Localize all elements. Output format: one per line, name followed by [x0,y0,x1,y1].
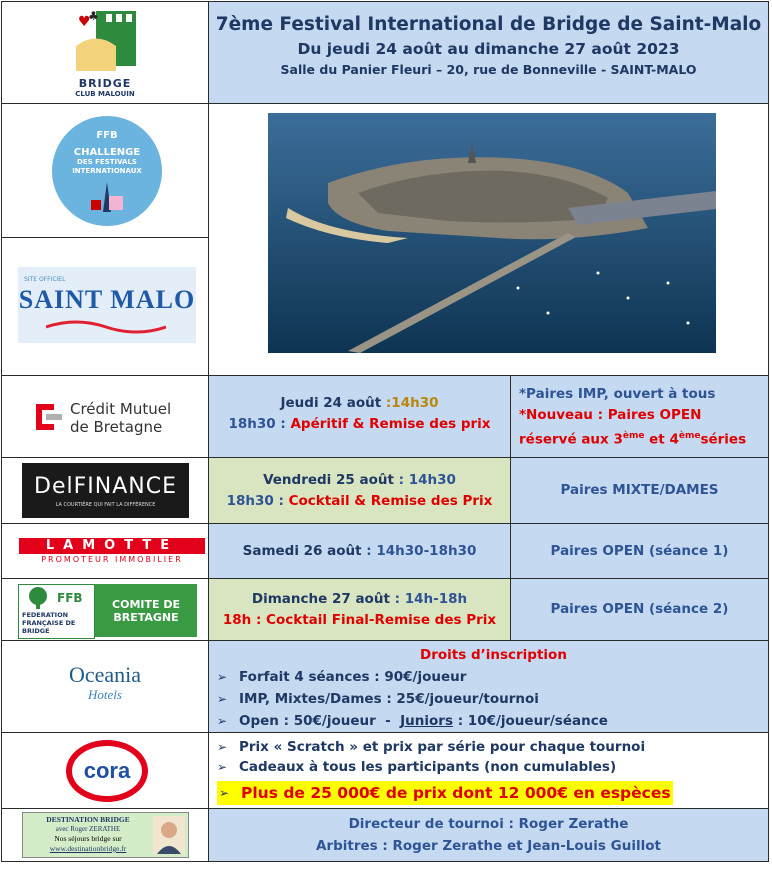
evening-time: 18h30 : [226,492,289,509]
wave-icon [46,317,166,337]
evening-event: 18h : Cocktail Final-Remise des Prix [222,611,497,628]
inscription-title: Droits d’inscription [420,647,567,663]
tree-icon [23,587,53,609]
festival-dates: Du jeudi 24 août au dimanche 27 août 2023 [297,39,680,58]
svg-text:♣: ♣ [88,9,99,23]
prizes-cell [208,732,769,809]
cora-logo-cell [1,732,209,809]
info-line: Paires OPEN (séance 2) [550,601,729,617]
bridge-club-name: BRIDGE CLUB MALOUIN [75,77,135,98]
prizes-list [217,737,705,777]
arrow-bullet-icon: ➢ [219,786,230,800]
day-cell-dimanche [208,578,511,641]
arrow-bullet-icon: ➢ [217,670,228,684]
tournament-director: Directeur de tournoi : Roger Zerathe [348,816,629,832]
inscription-item: ➢ Forfait 4 séances : 90€/joueur [217,666,768,688]
arrow-bullet-icon: ➢ [217,714,228,728]
oceania-logo: Oceania Hotels [68,662,142,702]
day-label: Samedi 26 août [242,542,362,559]
saint-malo-logo: SITE OFFICIEL SAINT MALO [18,267,196,343]
comite-bretagne-logo: COMITE DE BRETAGNE [95,584,197,637]
oceania-logo-cell [1,640,209,733]
cora-logo: cora [66,740,148,802]
credit-mutuel-logo-icon [32,400,66,434]
inscription-cell [208,640,769,733]
ffb-logo: FFB FEDERATION FRANÇAISE DE BRIDGE [18,584,95,639]
day-cell-vendredi [208,457,511,524]
saint-malo-aerial-photo [268,113,716,353]
evening-event: Cocktail & Remise des Prix [288,492,493,509]
info-cell-samedi [510,523,769,579]
evening-event: Apéritif & Remise des prix [290,415,491,432]
info-cell-jeudi [510,375,769,458]
header-cell [208,1,769,104]
prize-item: ➢ Prix « Scratch » et prix par série pour chaque tournoi [217,739,646,755]
photo-cell [208,103,769,376]
staff-cell [208,808,769,862]
destination-bridge-logo-cell [1,808,209,862]
info-cell-vendredi [510,457,769,524]
bridge-club-logo-icon [66,6,146,76]
svg-text:♥: ♥ [78,14,91,30]
bridge-club-logo-cell [1,1,209,104]
prize-highlight: ➢ Plus de 25 000€ de prix dont 12 000€ en espèces [217,781,673,805]
inscription-item: ➢ IMP, Mixtes/Dames : 25€/joueur/tournoi [217,688,768,710]
info-line: Paires MIXTE/DAMES [560,482,719,498]
info-line-imp: *Paires IMP, ouvert à tous [519,386,716,402]
portrait-photo [153,816,185,854]
day-label: Vendredi 25 août [263,471,394,488]
challenge-logo-cell [1,103,209,238]
delfinance-logo: DelFINANCE LA COURTIÈRE QUI FAIT LA DIFFÉRENCE [22,463,189,518]
day-label: Jeudi 24 août [280,394,382,411]
day-cell-jeudi [208,375,511,458]
saint-malo-logo-cell [1,237,209,376]
lamotte-logo: LAMOTTE PROMOTEUR IMMOBILIER [19,538,205,566]
day-time: : 14h30-18h30 [361,542,477,559]
inscription-item: ➢ Open : 50€/joueur - Juniors : 10€/joueur/séance [217,710,768,732]
credit-mutuel-logo-cell [1,375,209,458]
arrow-bullet-icon: ➢ [217,692,228,706]
festival-title: 7ème Festival International de Bridge de Saint-Malo [215,13,762,35]
delfinance-logo-cell [1,457,209,524]
festival-venue: Salle du Panier Fleuri – 20, rue de Bonneville - SAINT-MALO [280,61,697,77]
eiffel-tower-icon [87,180,127,214]
destination-bridge-logo: DESTINATION BRIDGE avec Roger ZERATHE Nos séjours bridge sur www.destinationbridge.fr [22,812,189,858]
info-line-series: réservé aux 3ème et 4èmeséries [519,431,747,448]
prize-item: ➢ Cadeaux à tous les participants (non cumulables) [217,759,617,775]
lamotte-logo-cell [1,523,209,579]
arrow-bullet-icon: ➢ [217,740,228,754]
info-line-open: *Nouveau : Paires OPEN [519,407,702,423]
referees: Arbitres : Roger Zerathe et Jean-Louis Guillot [316,838,661,854]
credit-mutuel-name: Crédit Mutuel de Bretagne [70,400,172,436]
day-label: Dimanche 27 août [251,590,390,607]
info-line: Paires OPEN (séance 1) [550,542,729,559]
arrow-bullet-icon: ➢ [217,760,228,774]
day-time: : 14h-18h [389,590,468,607]
ffb-bretagne-logo-cell [1,578,209,641]
evening-time: 18h30 : [228,415,291,432]
day-time: :14h30 [381,394,439,411]
challenge-logo: FFB CHALLENGE DES FESTIVALS INTERNATIONAUX [52,116,162,226]
day-time: : 14h30 [393,471,456,488]
day-cell-samedi [208,523,511,579]
info-cell-dimanche [510,578,769,641]
